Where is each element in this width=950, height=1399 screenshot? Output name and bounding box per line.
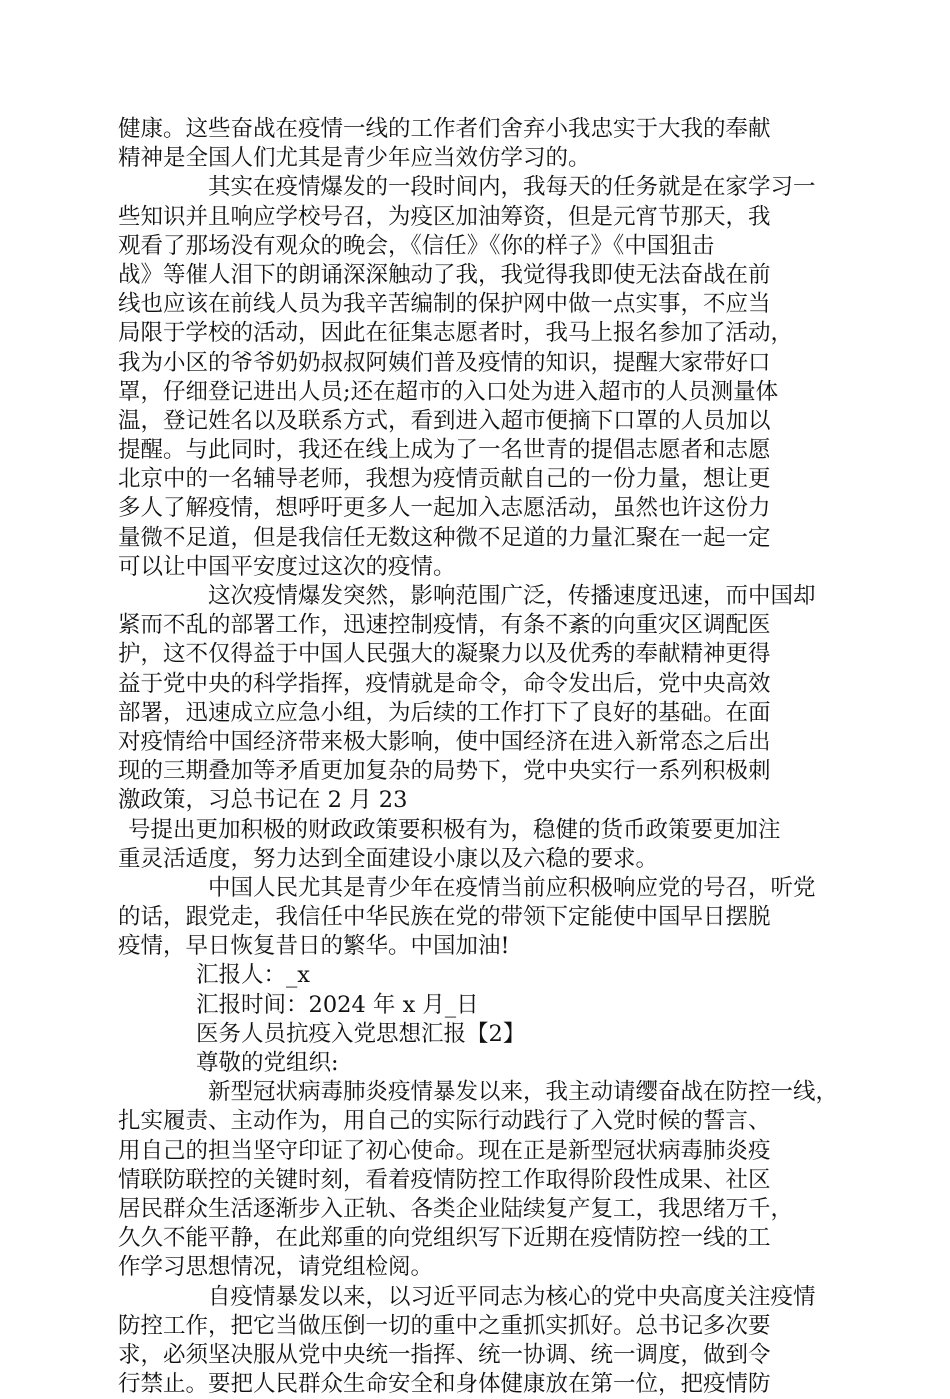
text-line: 号提出更加积极的财政政策要积极有为，稳健的货币政策要更加注	[128, 816, 781, 843]
text-line: 局限于学校的活动，因此在征集志愿者时，我马上报名参加了活动，	[118, 320, 794, 347]
text-line: 扎实履责、主动作为，用自己的实际行动践行了入党时候的誓言、	[118, 1108, 771, 1135]
text-line: 疫情，早日恢复昔日的繁华。中国加油!	[118, 933, 510, 960]
text-line: 自疫情暴发以来，以习近平同志为核心的党中央高度关注疫情	[208, 1283, 816, 1310]
text-line: 部署，迅速成立应急小组，为后续的工作打下了良好的基础。在面	[118, 699, 771, 726]
text-line: 我为小区的爷爷奶奶叔叔阿姨们普及疫情的知识，提醒大家带好口	[118, 349, 771, 376]
text-line: 量微不足道，但是我信任无数这种微不足道的力量汇聚在一起一定	[118, 524, 771, 551]
text-line: 居民群众生活逐渐步入正轨、各类企业陆续复产复工，我思绪万千，	[118, 1195, 794, 1222]
text-line: 对疫情给中国经济带来极大影响，使中国经济在进入新常态之后出	[118, 728, 771, 755]
text-line: 现的三期叠加等矛盾更加复杂的局势下，党中央实行一系列积极刺	[118, 758, 771, 785]
text-line: 温，登记姓名以及联系方式，看到进入超市便摘下口罩的人员加以	[118, 407, 771, 434]
text-line: 北京中的一名辅导老师，我想为疫情贡献自己的一份力量，想让更	[118, 466, 771, 493]
text-line: 用自己的担当坚守印证了初心使命。现在正是新型冠状病毒肺炎疫	[118, 1137, 771, 1164]
text-line: 可以让中国平安度过这次的疫情。	[118, 553, 456, 580]
text-line: 情联防联控的关键时刻，看着疫情防控工作取得阶段性成果、社区	[118, 1166, 771, 1193]
document-body	[118, 115, 839, 1399]
text-line: 重灵活适度，努力达到全面建设小康以及六稳的要求。	[118, 845, 659, 872]
text-line: 防控工作，把它当做压倒一切的重中之重抓实抓好。总书记多次要	[118, 1312, 771, 1339]
text-line: 护，这不仅得益于中国人民强大的凝聚力以及优秀的奉献精神更得	[118, 641, 771, 668]
text-line: 行禁止。要把人民群众生命安全和身体健康放在第一位，把疫情防	[118, 1371, 771, 1398]
text-line: 罩，仔细登记进出人员;还在超市的入口处为进入超市的人员测量体	[118, 378, 779, 405]
text-line: 战》等催人泪下的朗诵深深触动了我，我觉得我即使无法奋战在前	[118, 261, 771, 288]
text-line: 益于党中央的科学指挥，疫情就是命令，命令发出后，党中央高效	[118, 670, 771, 697]
text-line: 中国人民尤其是青少年在疫情当前应积极响应党的号召，听党	[208, 874, 816, 901]
text-line: 的话，跟党走，我信任中华民族在党的带领下定能使中国早日摆脱	[118, 904, 771, 931]
text-line: 观看了那场没有观众的晚会，《信任》《你的样子》《中国狙击	[118, 232, 715, 259]
text-line: 线也应该在前线人员为我辛苦编制的保护网中做一点实事，不应当	[118, 291, 771, 318]
text-line: 些知识并且响应学校号召，为疫区加油筹资，但是元宵节那天，我	[118, 203, 771, 230]
text-line: 汇报时间：2024 年 x 月_日	[196, 991, 479, 1018]
text-line: 健康。这些奋战在疫情一线的工作者们舍弃小我忠实于大我的奉献	[118, 116, 771, 142]
text-line: 精神是全国人们尤其是青少年应当效仿学习的。	[118, 145, 591, 172]
text-line: 紧而不乱的部署工作，迅速控制疫情，有条不紊的向重灾区调配医	[118, 612, 771, 639]
text-line: 多人了解疫情，想呼吁更多人一起加入志愿活动，虽然也许这份力	[118, 495, 771, 522]
text-line: 作学习思想情况，请党组检阅。	[118, 1254, 434, 1281]
text-line: 其实在疫情爆发的一段时间内，我每天的任务就是在家学习一	[208, 174, 816, 201]
text-line: 提醒。与此同时，我还在线上成为了一名世青的提倡志愿者和志愿	[118, 437, 771, 464]
text-line: 激政策，习总书记在 2 月 23	[118, 787, 408, 814]
text-line: 汇报人：_x	[196, 962, 310, 989]
text-line: 这次疫情爆发突然，影响范围广泛，传播速度迅速，而中国却	[208, 583, 816, 609]
text-line: 医务人员抗疫入党思想汇报【2】	[196, 1020, 526, 1047]
text-line: 求，必须坚决服从党中央统一指挥、统一协调、统一调度，做到令	[118, 1341, 771, 1368]
text-line: 久久不能平静，在此郑重的向党组织写下近期在疫情防控一线的工	[118, 1225, 771, 1252]
text-line: 新型冠状病毒肺炎疫情暴发以来，我主动请缨奋战在防控一线，	[208, 1079, 839, 1106]
text-line: 尊敬的党组织:	[196, 1050, 339, 1076]
